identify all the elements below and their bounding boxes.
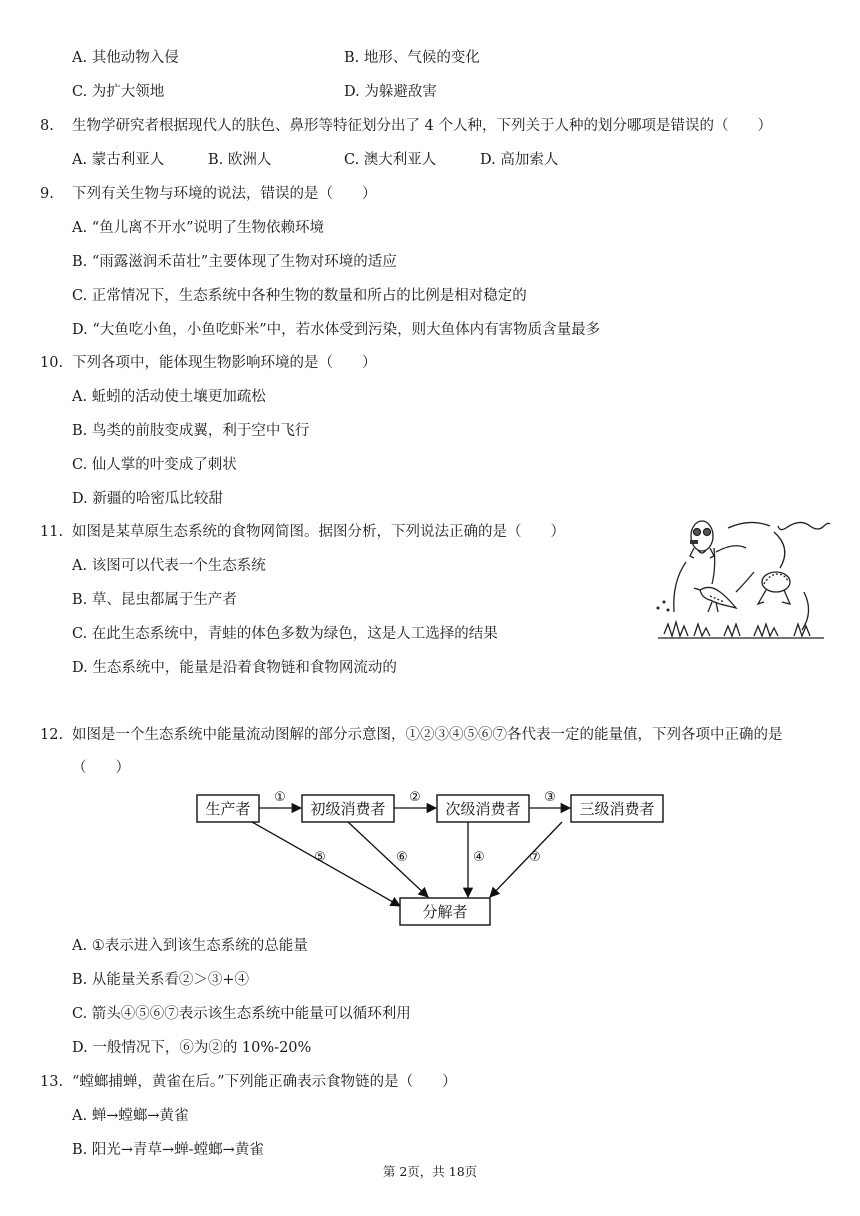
- q12-option-a: A. ①表示进入到该生态系统的总能量: [72, 938, 308, 954]
- q11-option-b: B. 草、昆虫都属于生产者: [72, 592, 237, 608]
- owl-drawing: [690, 521, 714, 558]
- q13-option-b: B. 阳光→青草→蝉-螳螂→黄雀: [72, 1142, 264, 1158]
- q9-option-c: C. 正常情况下，生态系统中各种生物的数量和所占的比例是相对稳定的: [72, 288, 527, 304]
- q9-option-d: D. “大鱼吃小鱼，小鱼吃虾米”中，若水体受到污染，则大鱼体内有害物质含量最多: [72, 322, 601, 338]
- page-footer: 第 2页，共 18页: [382, 1164, 478, 1179]
- q8-option-a: A. 蒙古利亚人: [72, 152, 165, 168]
- label-6: ⑥: [396, 850, 408, 865]
- q8-option-c: C. 澳大利亚人: [344, 152, 437, 168]
- snake-drawing: [778, 522, 830, 529]
- question-number: 8.: [40, 118, 54, 134]
- frog-drawing: [758, 572, 790, 604]
- tertiary-consumer-node: [571, 795, 663, 822]
- q10-option-b: B. 鸟类的前肢变成翼，利于空中飞行: [72, 423, 310, 439]
- secondary-consumer-label: 次级消费者: [445, 800, 521, 818]
- question-number: 13.: [40, 1074, 64, 1090]
- q9-option-a: A. “鱼儿离不开水”说明了生物依赖环境: [72, 220, 325, 236]
- question-12: [40, 725, 783, 745]
- primary-consumer-label: 初级消费者: [310, 800, 386, 818]
- q9-option-b: B. “雨露滋润禾苗壮”主要体现了生物对环境的适应: [72, 254, 397, 270]
- question-number: 11.: [40, 524, 64, 540]
- question-stem: 如图是某草原生态系统的食物网简图。据图分析，下列说法正确的是（ ）: [72, 524, 565, 540]
- producer-node: [197, 795, 259, 822]
- producer-label: 生产者: [205, 800, 251, 818]
- q8-option-b: B. 欧洲人: [208, 152, 272, 168]
- q11-option-a: A. 该图可以代表一个生态系统: [72, 558, 266, 574]
- label-2: ②: [409, 790, 421, 805]
- q11-option-d: D. 生态系统中，能量是沿着食物链和食物网流动的: [72, 660, 397, 676]
- q7-option-b: B. 地形、气候的变化: [344, 50, 480, 66]
- label-4: ④: [473, 850, 485, 865]
- question-11: [40, 522, 565, 542]
- label-5: ⑤: [314, 850, 326, 865]
- q11-option-c: C. 在此生态系统中，青蛙的体色多数为绿色，这是人工选择的结果: [72, 626, 498, 642]
- label-1: ①: [274, 790, 286, 805]
- question-stem: 生物学研究者根据现代人的肤色、鼻形等特征划分出了 4 个人种，下列关于人种的划分哪项是错误的（ ）: [72, 118, 772, 134]
- bird-drawing: [694, 587, 736, 612]
- q8-option-d: D. 高加索人: [480, 152, 559, 168]
- tertiary-consumer-label: 三级消费者: [579, 800, 655, 818]
- q12-option-d: D. 一般情况下，⑥为②的 10%-20%: [72, 1040, 312, 1056]
- q10-option-a: A. 蚯蚓的活动使土壤更加疏松: [72, 389, 266, 405]
- label-7: ⑦: [529, 850, 541, 865]
- q10-option-d: D. 新疆的哈密瓜比较甜: [72, 491, 223, 507]
- question-number: 12.: [40, 727, 64, 743]
- q12-option-c: C. 箭头④⑤⑥⑦表示该生态系统中能量可以循环利用: [72, 1006, 411, 1022]
- arrow-6: [348, 822, 428, 897]
- question-9: [40, 184, 377, 204]
- question-stem: 下列各项中，能体现生物影响环境的是（ ）: [72, 355, 377, 371]
- decomposer-label: 分解者: [422, 903, 468, 921]
- question-8: [40, 116, 772, 136]
- label-3: ③: [544, 790, 556, 805]
- question-10: [40, 353, 377, 373]
- food-web-illustration: [654, 512, 832, 650]
- question-stem: “螳螂捕蝉，黄雀在后。”下列能正确表示食物链的是（ ）: [72, 1074, 457, 1090]
- q7-option-d: D. 为躲避敌害: [344, 84, 437, 100]
- arrow-5: [252, 822, 400, 906]
- q12-option-b: B. 从能量关系看②＞③+④: [72, 972, 250, 988]
- arrow-7: [490, 822, 562, 897]
- q7-option-c: C. 为扩大领地: [72, 84, 165, 100]
- question-number: 10.: [40, 355, 64, 371]
- question-stem: 如图是一个生态系统中能量流动图解的部分示意图，①②③④⑤⑥⑦各代表一定的能量值，下列各项中正确的是: [72, 727, 783, 743]
- decomposer-node: [400, 898, 490, 925]
- primary-consumer-node: [302, 795, 394, 822]
- energy-flow-diagram: [190, 783, 680, 931]
- question-number: 9.: [40, 186, 54, 202]
- secondary-consumer-node: [437, 795, 529, 822]
- q10-option-c: C. 仙人掌的叶变成了刺状: [72, 457, 237, 473]
- question-stem: 下列有关生物与环境的说法，错误的是（ ）: [72, 186, 377, 202]
- q7-option-a: A. 其他动物入侵: [72, 50, 179, 66]
- question-12-answer-paren: （ ）: [72, 760, 130, 776]
- q13-option-a: A. 蝉→螳螂→黄雀: [72, 1108, 189, 1124]
- question-13: [40, 1072, 457, 1092]
